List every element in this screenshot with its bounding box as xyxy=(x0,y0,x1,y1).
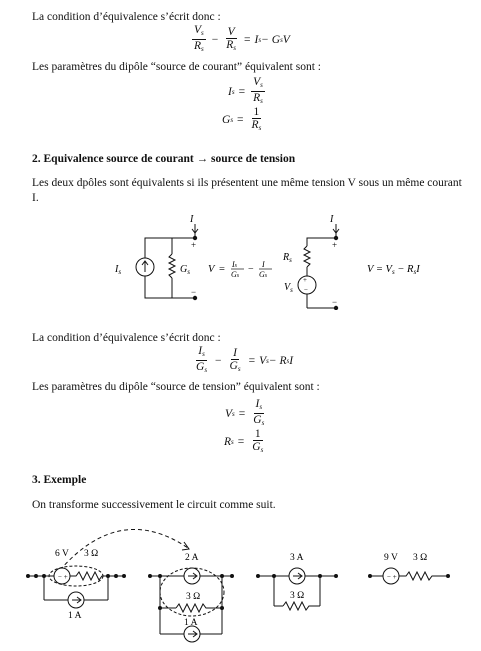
example-circuit-1 xyxy=(36,568,116,608)
params-text-voltage: Les paramètres du dipôle “source de tension” équivalent sont : xyxy=(32,381,320,393)
condition-intro-1: La condition d’équivalence s’écrit donc : xyxy=(32,11,221,23)
section-2-title: 2. Equivalence source de courant → source de tension xyxy=(32,153,296,165)
section-3-paragraph: On transforme successivement le circuit comme suit. xyxy=(32,499,276,511)
right-equation: V = Vs − RsI xyxy=(367,264,420,276)
vs-plus-sign: + xyxy=(303,276,307,284)
c1-voltage-label: 6 V xyxy=(55,549,69,559)
example-circuit-4 xyxy=(370,568,448,584)
minus-left: − xyxy=(191,287,197,297)
minus-right: − xyxy=(332,297,338,307)
equation-Vs: V s = $\frac{I_s}{G_s}$ xyxy=(225,398,265,427)
mid-frac1-num: Is xyxy=(232,260,238,269)
Rs-label: $R_s$ xyxy=(283,252,292,264)
equation-Is: I s = $\frac{V_s}{R_s}$ xyxy=(228,76,263,105)
example-circuit-2 xyxy=(150,568,232,642)
c4-resistor-label: 3 Ω xyxy=(413,553,428,563)
condition-intro-2: La condition d’équivalence s’écrit donc : xyxy=(32,332,221,344)
c2-current-top-label: 2 A xyxy=(185,553,199,563)
c2-resistor-label: 3 Ω xyxy=(186,592,201,602)
c4-plus-minus: − + xyxy=(387,573,397,581)
example-circuit-3 xyxy=(258,568,336,610)
mid-frac2-den: Gs xyxy=(259,270,268,279)
Vs-label: $V_s$ xyxy=(284,282,293,294)
section-3-title: 3. Exemple xyxy=(32,474,87,486)
c2-current-bottom-label: 1 A xyxy=(184,618,198,628)
current-label-right: I xyxy=(330,214,334,225)
mid-equation-eq: = xyxy=(219,264,225,275)
equation-Rs: R s = $\frac{1}{G_s}$ xyxy=(224,428,264,454)
equation-condition-1: $\frac{V_s}{R_s}$ − $\frac{V}{R_s}$ = I s − G s V xyxy=(194,24,290,53)
svg-text:−: − xyxy=(304,286,308,294)
params-text-current: Les paramètres du dipôle “source de courant” équivalent sont : xyxy=(32,61,321,73)
example-circuit-sequence xyxy=(0,512,481,651)
transform-arrow-arc xyxy=(60,529,188,570)
section-2-paragraph: Les deux dpôles sont équivalents si ils présentent une même tension V sous un même courant I. xyxy=(32,177,462,204)
c1-current-label: 1 A xyxy=(68,611,82,621)
c4-voltage-label: 9 V xyxy=(384,553,398,563)
equation-Gs: G s = $\frac{1}{R_s}$ xyxy=(222,106,262,132)
mid-frac2-num: I xyxy=(262,260,265,269)
equivalence-circuit-diagram xyxy=(0,210,481,310)
mid-frac1-den: Gs xyxy=(231,270,240,279)
plus-right: + xyxy=(332,240,338,250)
equation-condition-2: $\frac{I_s}{G_s}$ − $\frac{I}{G_s}$ = V s − R s I xyxy=(196,345,294,374)
plus-left: + xyxy=(191,240,197,250)
c1-resistor-label: 3 Ω xyxy=(84,549,99,559)
c3-resistor-label: 3 Ω xyxy=(290,591,305,601)
voltage-source-circuit xyxy=(298,238,336,308)
c1-plus-minus: − + xyxy=(58,573,68,581)
Is-label: $I_s$ xyxy=(115,264,122,276)
current-label-left: I xyxy=(190,214,194,225)
mid-equation-minus: − xyxy=(248,264,254,275)
mid-equation-V: V xyxy=(208,264,215,275)
Gs-label: $G_s$ xyxy=(180,264,190,276)
c3-current-label: 3 A xyxy=(290,553,304,563)
